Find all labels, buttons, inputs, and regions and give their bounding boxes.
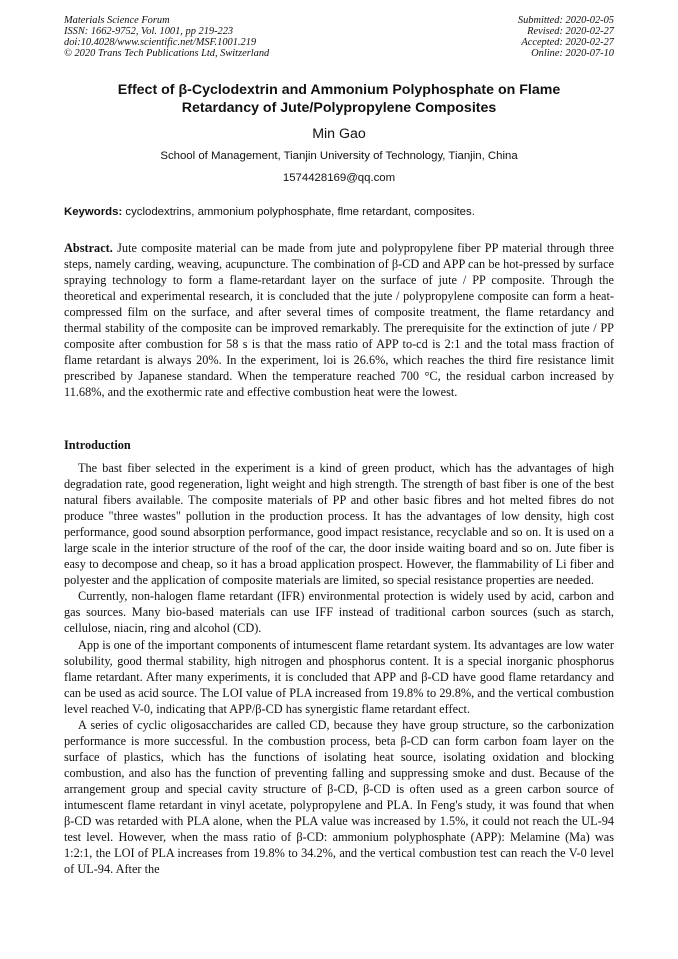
journal-copyright: © 2020 Trans Tech Publications Ltd, Switzerland [64, 48, 270, 59]
introduction-paragraph: App is one of the important components of intumescent flame retardant system. Its advantages are low water solubility, good thermal stability, high nitrogen and phosphorus content. It is a special inorganic phosphorus flame retardant. After many experiments, it is concluded that APP and β-CD have good flame retardancy and can be used as acid source. The LOI value of PLA increased from 19.8% to 29.8%, and the vertical combustion level reached V-0, indicating that APP/β-CD has synergistic flame retardant effect. [64, 637, 614, 716]
abstract-label: Abstract. [64, 241, 113, 255]
accepted-date: Accepted: 2020-02-27 [521, 37, 614, 48]
submitted-date: Submitted: 2020-02-05 [517, 15, 614, 26]
author-name: Min Gao [312, 126, 366, 142]
journal-name: Materials Science Forum [64, 15, 170, 26]
keywords [64, 205, 614, 220]
paper-title-line-2: Retardancy of Jute/Polypropylene Composites [181, 100, 497, 116]
abstract-text: Jute composite material can be made from jute and polypropylene fiber PP material through three steps, namely carding, weaving, acupuncture. The combination of β-CD and APP can be hot-pressed by surface spraying technology to form a flame-retardant layer on the surface of jute / PP composite. Through the theoretical and experimental research, it is concluded that the jute / polypropylene composite can form a heat-compressed film on the surface, and after several times of composite treatment, the flame retardancy and thermal stability of the composite can be improved remarkably. The prerequisite for the extinction of jute / PP composite after combustion for 58 s is that the mass ratio of APP to-cd is 2:1 and the total mass fraction of flame retardant is always 20%. In the experiment, loi is 26.6%, which reaches the third fire resistance limit prescribed by Japanese standard. When the temperature reached 700 °C, the residual carbon increased by 11.68%, and the exothermic rate and effective combustion heat were the lowest. [64, 241, 614, 400]
keywords-text: cyclodextrins, ammonium polyphosphate, flme retardant, composites. [122, 206, 475, 218]
abstract [64, 240, 614, 400]
publication-dates [518, 15, 614, 59]
keywords-label: Keywords: [64, 206, 123, 218]
journal-info [64, 15, 269, 59]
introduction-paragraph: A series of cyclic oligosaccharides are called CD, because they have group structure, so the carbonization performance is more successful. In the combustion process, beta β-CD can form carbon foam layer on the surface of plastics, which has the functions of isolating heat source, isolating oxidation and blocking combustion, and also has the function of preventing falling and suppressing smoke and dust. Because of the arrangement group and special cavity structure of β-CD, β-CD is often used as a green carbon source of intumescent flame retardant in vinyl acetate, polypropylene and PLA. In Feng's study, it was found that when β-CD was retarded with PLA alone, when the PLA value was increased by 1.5%, it could not reach the UL-94 test level. However, when the mass ratio of β-CD: ammonium polyphosphate (APP): Melamine (Ma) was 1:2:1, the LOI of PLA increases from 19.8% to 34.2%, and the vertical combustion test can reach the V-0 level of UL-94. After the [64, 717, 614, 877]
introduction-heading: Introduction [64, 438, 131, 452]
paper-title [0, 81, 678, 117]
author-email: 1574428169@qq.com [282, 172, 396, 184]
author-affiliation: School of Management, Tianjin University of Technology, Tianjin, China [160, 150, 518, 162]
online-date: Online: 2020-07-10 [531, 48, 614, 59]
introduction-body [64, 460, 614, 877]
introduction-paragraph: The bast fiber selected in the experiment is a kind of green product, which has the advantages of high degradation rate, good regeneration, light weight and high strength. The strength of bast fiber is one of the best natural fibers available. The composite materials of PP and other basic fibres and hot melted fibres do not produce "three wastes" pollution in the production process. It has the advantages of low density, high cost performance, good sound absorption performance, good impact resistance, recyclable and so on. It is used on a large scale in the interior structure of the roof of the car, the door inside waiting board and so on. Jute fiber is easy to decompose and cheap, so it has a broad application prospect. However, the flammability of Li fiber and polyester and the application of composite materials are limited, so special resistance properties are needed. [64, 461, 614, 588]
journal-doi: doi:10.4028/www.scientific.net/MSF.1001.219 [64, 37, 257, 48]
paper-title-line-1: Effect of β-Cyclodextrin and Ammonium Polyphosphate on Flame [117, 82, 561, 98]
journal-issn: ISSN: 1662-9752, Vol. 1001, pp 219-223 [64, 26, 234, 37]
introduction-paragraph: Currently, non-halogen flame retardant (IFR) environmental protection is widely used by acid, carbon and gas sources. Many bio-based materials can use IFF instead of traditional carbon sources (such as starch, cellulose, niacin, ring and alcohol (CD). [64, 589, 614, 636]
revised-date: Revised: 2020-02-27 [527, 26, 614, 37]
